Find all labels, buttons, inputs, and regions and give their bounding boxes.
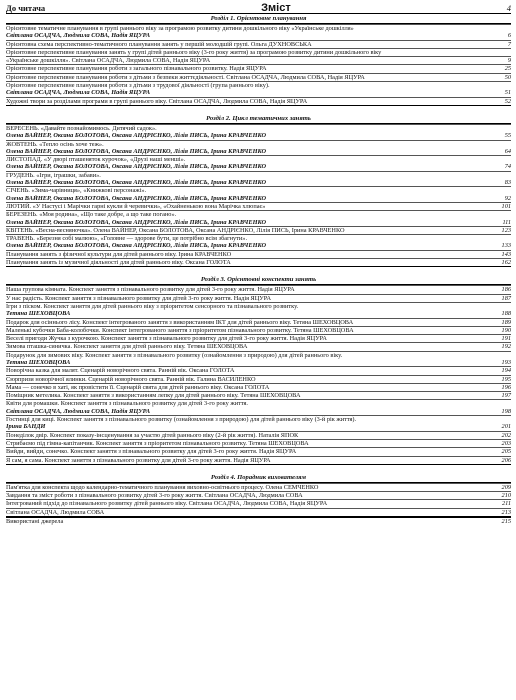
- toc-entry[interactable]: [6, 234, 511, 250]
- entry-authors: Світлана ОСАДЧА, Людмила СОВА, Надія ЯЦУРА: [6, 32, 151, 40]
- entry-title: Квіти для ромашки. Конспект заняття з пізнавального розвитку для дітей 3-го року життя.: [6, 400, 248, 408]
- header-line: [6, 2, 511, 14]
- entry-text-block: [6, 327, 493, 334]
- entry-authors: Світлана ОСАДЧА, Людмила СОВА, Надія ЯЦУРА: [6, 407, 151, 415]
- entry-page-number: 55: [504, 132, 511, 140]
- toc-entry[interactable]: [6, 155, 511, 171]
- entry-text-block: [6, 432, 493, 439]
- toc-entry[interactable]: [6, 202, 511, 210]
- toc-entry[interactable]: [6, 334, 511, 342]
- entry-page-number: 203: [501, 439, 511, 447]
- entry-title: Планування занять з фізичної культури для дітей раннього віку. Ірина КРАВЧЕНКО: [6, 250, 232, 258]
- entry-authors: Олена ВАЙНЕР, Оксана БОЛОТОВА, Оксана АНДРІЄНКО, Лілія ПИСЬ, Ірина КРАВЧЕНКО: [6, 132, 266, 140]
- entry-text-block: [6, 457, 493, 464]
- entry-title: Сюрпризи новорічної ялинки. Сценарій новорічного свята. Ранній вік. Галина ВАСИЛЕНКО: [6, 375, 256, 383]
- to-reader-page: 4: [506, 3, 511, 13]
- toc-entry[interactable]: [6, 40, 511, 48]
- toc-entry[interactable]: [6, 64, 511, 72]
- entry-text-block: [6, 343, 493, 350]
- entry-page-number: 25: [504, 65, 511, 73]
- entry-title: Маленькі кубочки Баба-колобочки. Конспект інтегрованого заняття з пріоритетом пізнавального розвитку. Тетяна ШЕХОВЦОВА: [6, 326, 354, 334]
- entry-page-number: 162: [501, 259, 511, 267]
- entry-title: ВЕРЕСЕНЬ. «Давайте познайомимось. Дитячий садок».: [6, 124, 157, 132]
- toc-entry[interactable]: [6, 186, 511, 202]
- toc-entry[interactable]: [6, 439, 511, 447]
- entry-authors: Олена ВАЙНЕР, Оксана БОЛОТОВА, Оксана АНДРІЄНКО, Лілія ПИСЬ, Ірина КРАВЧЕНКО: [6, 194, 266, 202]
- entry-text-block: [6, 227, 493, 234]
- entry-authors: Тетяна ШЕХОВЦОВА: [6, 358, 71, 366]
- toc-entry[interactable]: [6, 210, 511, 226]
- entry-page-number: 186: [501, 286, 511, 294]
- toc-section: [6, 473, 511, 517]
- entry-text-block: [6, 367, 493, 374]
- entry-text-block: [6, 98, 493, 105]
- entry-title: Подарунок для зимових віку. Конспект заняття з пізнавального розвитку (ознайомлення з природою) для дітей раннього віку.: [6, 351, 343, 359]
- entry-title: Вийди, вийди, сонечко. Конспект заняття з пізнавального розвитку для дітей 3-го року життя. Надія ЯЦУРА: [6, 448, 297, 456]
- entry-title: Художні твори за розділами програми в групі раннього віку. Світлана ОСАДЧА, Людмила СОВА, Надія ЯЦУРА: [6, 97, 308, 105]
- entry-page-number: 209: [501, 483, 511, 491]
- section-title: Розділ 4. Порадник вихователям: [6, 473, 511, 483]
- toc-entry[interactable]: [6, 73, 511, 81]
- entry-page-number: 83: [504, 179, 511, 187]
- toc-entry[interactable]: [6, 258, 511, 266]
- entry-text-block: [6, 57, 493, 64]
- entry-text-block: [6, 392, 493, 399]
- entry-text-block: [6, 492, 493, 499]
- entry-title: ЛИСТОПАД. «У дворі пташеняток курочок», «Друзі наші менші».: [6, 156, 186, 164]
- entry-text-block: [6, 259, 493, 266]
- entry-text-block: [6, 187, 493, 202]
- entry-authors: Олена ВАЙНЕР, Оксана БОЛОТОВА, Оксана АНДРІЄНКО, Лілія ПИСЬ, Ірина КРАВЧЕНКО: [6, 179, 266, 187]
- entry-title: «Українське дошкілля». Світлана ОСАДЧА, Людмила СОВА, Надія ЯЦУРА: [6, 57, 211, 65]
- entry-page-number: 9: [507, 57, 511, 65]
- toc-section: [6, 114, 511, 267]
- entry-title: Орієнтовна схема перспективно-тематичного планування занять у першій молодшій групі. Ольга ДУХНОВСЬКА: [6, 40, 312, 48]
- section-title: Розділ 2. Цикл тематичних занять: [6, 114, 511, 124]
- entry-text-block: [6, 400, 493, 415]
- toc-entry[interactable]: [6, 456, 511, 464]
- entry-title: Орієнтовне тематичне планування в групі раннього віку за програмою розвитку дитини дошкільного віку «Українське дошкілля»: [6, 25, 354, 32]
- toc-entry[interactable]: [6, 508, 511, 516]
- entry-text-block: [6, 141, 493, 156]
- entry-text-block: [6, 235, 493, 250]
- toc-entry[interactable]: [6, 366, 511, 374]
- entry-text-block: [6, 41, 493, 48]
- entry-title: Поміщник метелика. Конспект заняття з використанням лепку для дітей раннього віку. Тетяна ШЕХОВЦОВА: [6, 392, 301, 400]
- entry-page-number: 197: [501, 392, 511, 400]
- toc-entry[interactable]: [6, 140, 511, 156]
- entry-title: Стрибаємо під гімна-капітанчик. Конспект заняття з пріоритетом пізнавального розвитку. Тетяна ШЕХОВЦОВА: [6, 439, 309, 447]
- toc-section: [6, 14, 511, 106]
- entry-text-block: [6, 303, 493, 318]
- entry-page-number: 190: [501, 326, 511, 334]
- entry-title: ТРАВЕНЬ. «Березня собі малюю», «Головне — здорове бути, це потрібно всім збагнути».: [6, 235, 248, 243]
- toc-entry[interactable]: [6, 383, 511, 391]
- entry-text-block: [6, 335, 493, 342]
- entry-page-number: 123: [501, 226, 511, 234]
- entry-text-block: [6, 251, 493, 258]
- toc-entry[interactable]: [6, 342, 511, 350]
- toc-entry[interactable]: [6, 302, 511, 318]
- entry-text-block: [6, 25, 493, 40]
- entry-page-number: 205: [501, 448, 511, 456]
- entry-page-number: 196: [501, 383, 511, 391]
- page-title: Зміст: [261, 2, 291, 14]
- section-gap: [6, 106, 511, 114]
- entry-authors: Олена ВАЙНЕР, Оксана БОЛОТОВА, Оксана АНДРІЄНКО, Лілія ПИСЬ, Ірина КРАВЧЕНКО: [6, 242, 266, 250]
- entry-text-block: [6, 172, 493, 187]
- entry-text-block: [6, 74, 493, 81]
- entry-page-number: 189: [501, 318, 511, 326]
- toc-entry[interactable]: [6, 483, 511, 491]
- entry-text-block: [6, 65, 493, 72]
- entry-text-block: [6, 319, 493, 326]
- entry-page-number: 7: [507, 40, 511, 48]
- entry-title: КВІТЕНЬ. «Весна-весняночка». Олена ВАЙНЕР, Оксана БОЛОТОВА, Оксана АНДРІЄНКО, Лілія ПИСЬ, Ірина КРАВЧЕНКО: [6, 226, 345, 234]
- entry-title: Ігри з піском. Конспект заняття для дітей раннього віку з пріоритетом сенсорного та пізнавального розвитку.: [6, 302, 299, 310]
- toc-section: [6, 275, 511, 465]
- entry-title: Новорічна казка для малят. Сценарій новорічного свята. Ранній вік. Оксана ГОЛОТА: [6, 367, 235, 375]
- entry-text-block: [6, 440, 493, 447]
- toc-entry[interactable]: [6, 124, 511, 140]
- footer-page: 215: [501, 518, 511, 526]
- toc-entry[interactable]: [6, 375, 511, 383]
- entry-page-number: 133: [501, 242, 511, 250]
- to-reader-label: До читача: [6, 3, 46, 13]
- entry-text-block: [6, 211, 493, 226]
- entry-authors: Тетяна ШЕХОВЦОВА: [6, 310, 71, 318]
- entry-page-number: 191: [501, 335, 511, 343]
- entry-title: Подарок для осіннього лісу. Конспект інтегрованого заняття з використанням ІКТ для дітей раннього віку. Тетяна ШЕХОВЦОВА: [6, 318, 354, 326]
- entry-title: Веселі пригоди Жучка з курочкою. Конспект заняття з пізнавального розвитку для дітей 3-го року життя. Надія ЯЦУРА: [6, 335, 327, 343]
- entry-text-block: [6, 484, 493, 491]
- entry-page-number: 64: [504, 147, 511, 155]
- entry-page-number: 195: [501, 375, 511, 383]
- entry-text-block: [6, 509, 493, 516]
- entry-text-block: [6, 500, 493, 507]
- entry-title: СІЧЕНЬ. «Зима-чарівниця», «Книжкові персонажі».: [6, 187, 147, 195]
- toc-entry[interactable]: [6, 48, 511, 56]
- toc-entry[interactable]: [6, 294, 511, 302]
- toc-entry[interactable]: [6, 499, 511, 507]
- entry-title: Гостинці для киці. Конспект заняття з пізнавального розвитку (ознайомлення з природою) для дітей раннього віку (3-й рік життя).: [6, 416, 357, 424]
- toc-entry[interactable]: [6, 285, 511, 293]
- entry-title: Завдання та зміст роботи з пізнавального розвитку дітей 3-го року життя. Світлана ОСАДЧА, Людмила СОВА: [6, 492, 303, 500]
- entry-text-block: [6, 448, 493, 455]
- entry-text-block: [6, 49, 493, 56]
- entry-page-number: 192: [501, 343, 511, 351]
- section-gap: [6, 465, 511, 473]
- entry-page-number: 206: [501, 456, 511, 464]
- entry-page-number: 92: [504, 194, 511, 202]
- entry-text-block: [6, 376, 493, 383]
- entry-title: Пам'ятка для конспекта щодо календарно-тематичного планування виховно-освітнього процесу. Олена СЕМЧЕНКО: [6, 483, 319, 491]
- entry-page-number: 52: [504, 97, 511, 105]
- entry-title: Понеділок двір. Конспект показу-інсценування за участю дітей раннього віку (2-й рік життя). Наталія ЯПОК: [6, 431, 299, 439]
- entry-title: ЖОВТЕНЬ. «Тепло осінь хоче теж».: [6, 140, 104, 148]
- entry-authors: Олена ВАЙНЕР, Оксана БОЛОТОВА, Оксана АНДРІЄНКО, Лілія ПИСЬ, Ірина КРАВЧЕНКО: [6, 218, 266, 226]
- section-title: Розділ 3. Орієнтовні конспекти занять: [6, 275, 511, 285]
- entry-title: У нас радість. Конспект заняття з пізнавального розвитку для дітей 3-го року життя. Надія ЯЦУРА: [6, 294, 272, 302]
- entry-page-number: 193: [501, 358, 511, 366]
- entry-page-number: 101: [501, 202, 511, 210]
- toc-entry[interactable]: [6, 24, 511, 40]
- entry-page-number: 202: [501, 431, 511, 439]
- entry-page-number: 111: [502, 218, 511, 226]
- section-gap: [6, 267, 511, 275]
- entry-text-block: [6, 295, 493, 302]
- entry-page-number: 194: [501, 367, 511, 375]
- entry-title: БЕРЕЗЕНЬ. «Моя родина», «Що таке добре, а що таке погано».: [6, 211, 177, 219]
- entry-authors: Світлана ОСАДЧА, Людмила СОВА, Надія ЯЦУРА: [6, 89, 151, 97]
- toc-entry[interactable]: [6, 250, 511, 258]
- toc-entry[interactable]: [6, 351, 511, 367]
- entry-title: Наша групова кімната. Конспект заняття з пізнавального розвитку для дітей 3-го року життя. Надія ЯЦУРА: [6, 286, 295, 294]
- entry-title: Мама — сонечко в хаті, як провістити її. Сценарій свята для дітей раннього віку. Оксана ГОЛОТА: [6, 383, 270, 391]
- entry-text-block: [6, 156, 493, 171]
- entry-title: Зимова пташка-синичка. Конспект заняття для дітей раннього віку. Тетяна ШЕХОВЦОВА: [6, 343, 248, 351]
- toc-entry[interactable]: [6, 415, 511, 431]
- entry-text-block: [6, 352, 493, 367]
- toc-entry[interactable]: [6, 326, 511, 334]
- entry-title: Світлана ОСАДЧА, Людмила СОВА: [6, 508, 105, 516]
- entry-text-block: [6, 384, 493, 391]
- entry-text-block: [6, 82, 493, 97]
- toc-entry[interactable]: [6, 318, 511, 326]
- entry-title: Планування занять із музичної діяльності для дітей раннього віку. Оксана ГОЛОТА: [6, 259, 231, 267]
- toc-entry[interactable]: [6, 447, 511, 455]
- entry-page-number: 74: [504, 163, 511, 171]
- footer-entry[interactable]: [6, 517, 511, 525]
- entry-text-block: [6, 125, 493, 140]
- toc-entry[interactable]: [6, 491, 511, 499]
- entry-authors: Олена ВАЙНЕР, Оксана БОЛОТОВА, Оксана АНДРІЄНКО, Лілія ПИСЬ, Ірина КРАВЧЕНКО: [6, 147, 266, 155]
- entry-title: Орієнтовне перспективне планування роботи з загального пізнавального розвитку. Надія ЯЦУРА: [6, 65, 267, 73]
- entry-page-number: 211: [502, 500, 511, 508]
- entry-page-number: 210: [501, 492, 511, 500]
- toc-entry[interactable]: [6, 56, 511, 64]
- toc-entry[interactable]: [6, 226, 511, 234]
- entry-title: Орієнтовне перспективне планування роботи з дітьми з безпеки життєдіяльності. Світлана ОСАДЧА, Людмила СОВА, Надія ЯЦУРА: [6, 73, 365, 81]
- entry-title: Я сам, я сама. Конспект заняття з пізнавального розвитку для дітей 3-го року життя. Надія ЯЦУРА: [6, 456, 271, 464]
- entry-page-number: 187: [501, 294, 511, 302]
- entry-title: ЛЮТИЙ. «У Настусі і Марічки гарні кукли й черевички», «Охайненькою вона Марічка хлюпає»: [6, 202, 266, 210]
- entry-page-number: 201: [501, 423, 511, 431]
- entry-text-block: [6, 286, 493, 293]
- entry-page-number: 188: [501, 310, 511, 318]
- entry-page-number: 198: [501, 407, 511, 415]
- entry-title: Інтегрований підхід до пізнавального розвитку дітей раннього віку. Світлана ОСАДЧА, Людмила СОВА, Надія ЯЦУРА: [6, 500, 328, 508]
- toc-entry[interactable]: [6, 81, 511, 97]
- toc-sections: [6, 14, 511, 517]
- toc-entry[interactable]: [6, 399, 511, 415]
- entry-page-number: 143: [501, 250, 511, 258]
- entry-title: ГРУДЕНЬ. «Ігри, іграшки, забави».: [6, 171, 101, 179]
- entry-page-number: 6: [507, 32, 511, 40]
- toc-entry[interactable]: [6, 431, 511, 439]
- section-title: Розділ 1. Орієнтовне планування: [6, 14, 511, 24]
- entry-authors: Олена ВАЙНЕР, Оксана БОЛОТОВА, Оксана АНДРІЄНКО, Лілія ПИСЬ, Ірина КРАВЧЕНКО: [6, 163, 266, 171]
- toc-entry[interactable]: [6, 391, 511, 399]
- entry-page-number: 51: [504, 89, 511, 97]
- entry-page-number: 50: [504, 73, 511, 81]
- toc-entry[interactable]: [6, 171, 511, 187]
- entry-title: Орієнтовне перспективне планування занять у групі дітей раннього віку (3-го року життя) за програмою розвитку дитини дошкільного віку: [6, 48, 382, 56]
- entry-text-block: [6, 416, 493, 431]
- entry-page-number: 213: [501, 508, 511, 516]
- entry-title: Орієнтовне перспективне планування роботи з дітьми з трудової діяльності (група раннього віку).: [6, 82, 270, 90]
- footer-text: Використані джерела: [6, 518, 64, 526]
- toc-entry[interactable]: [6, 97, 511, 105]
- entry-authors: Ірина БАНДИ: [6, 423, 46, 431]
- entry-text-block: [6, 203, 493, 210]
